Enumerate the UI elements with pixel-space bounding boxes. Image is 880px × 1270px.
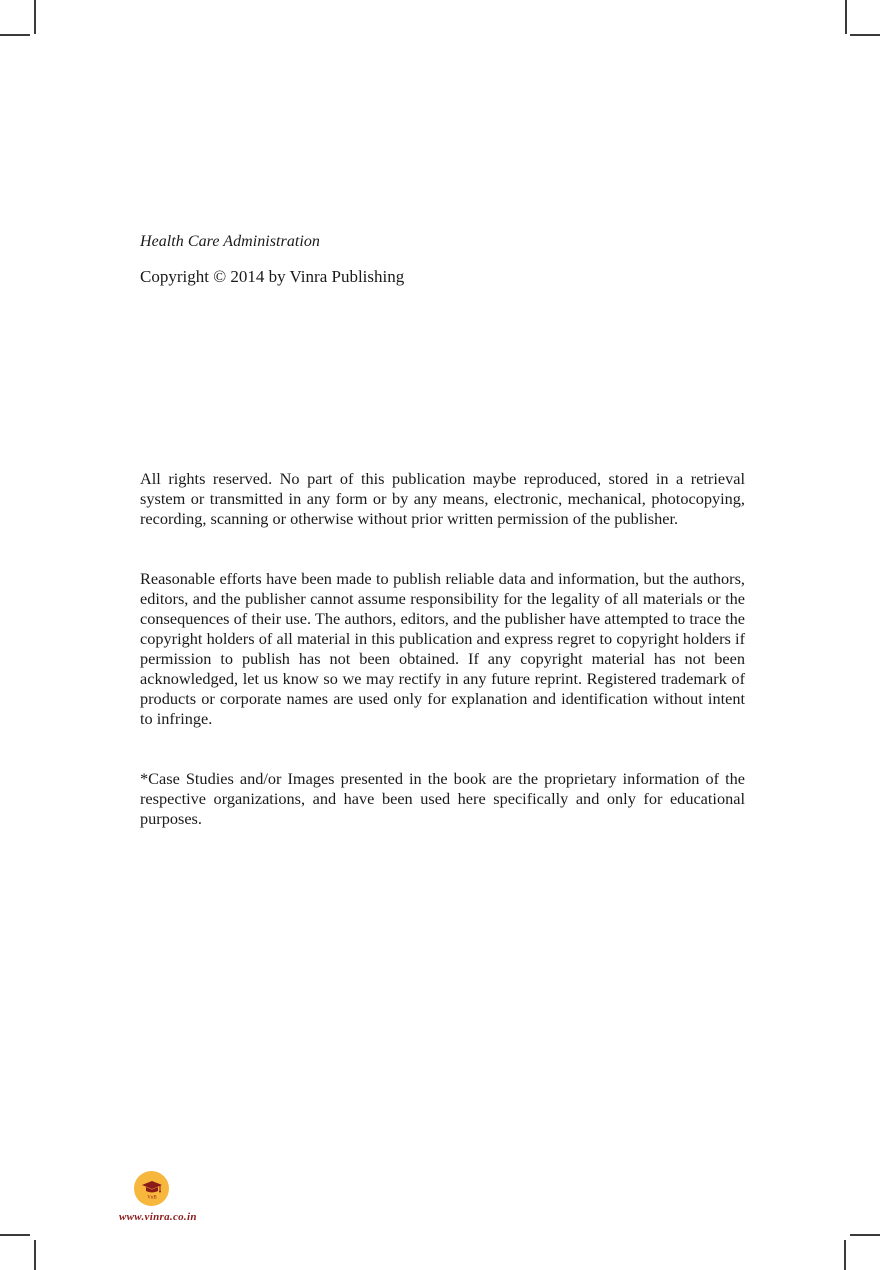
graduation-cap-icon	[141, 1178, 163, 1200]
publisher-website[interactable]: www.vinra.co.in	[119, 1211, 197, 1223]
crop-mark-bottom-right-horizontal	[850, 1234, 880, 1236]
crop-mark-top-left-vertical	[34, 0, 36, 34]
crop-mark-bottom-left-vertical	[34, 1240, 36, 1270]
case-studies-note: *Case Studies and/or Images presented in the book are the proprietary information of the respective organizations, and have been used here specifically and only for educational purposes.	[140, 769, 745, 828]
crop-mark-top-right-vertical	[845, 0, 847, 34]
crop-mark-bottom-left-horizontal	[0, 1234, 30, 1236]
publisher-logo	[134, 1171, 169, 1206]
svg-text:VnB: VnB	[146, 1195, 157, 1200]
crop-mark-top-left-horizontal	[0, 34, 30, 36]
disclaimer-paragraph: Reasonable efforts have been made to publish reliable data and information, but the authors, editors, and the publisher cannot assume responsibility for the legality of all materials or the consequences of their use. The authors, editors, and the publisher have attempted to trace the copyright holders of all material in this publication and express regret to copyright holders if permission to publish has not been obtained. If any copyright material has not been acknowledged, let us know so we may rectify in any future reprint. Registered trademark of products or corporate names are used only for explanation and identification without intent to infringe.	[140, 569, 745, 728]
copyright-line: Copyright © 2014 by Vinra Publishing	[140, 267, 405, 286]
book-title: Health Care Administration	[140, 233, 320, 250]
crop-mark-top-right-horizontal	[850, 34, 880, 36]
crop-mark-bottom-right-vertical	[844, 1240, 846, 1270]
rights-paragraph: All rights reserved. No part of this publication maybe reproduced, stored in a retrieval system or transmitted in any form or by any means, electronic, mechanical, photocopying, recording, scanning or otherwise without prior written permission of the publisher.	[140, 469, 745, 528]
